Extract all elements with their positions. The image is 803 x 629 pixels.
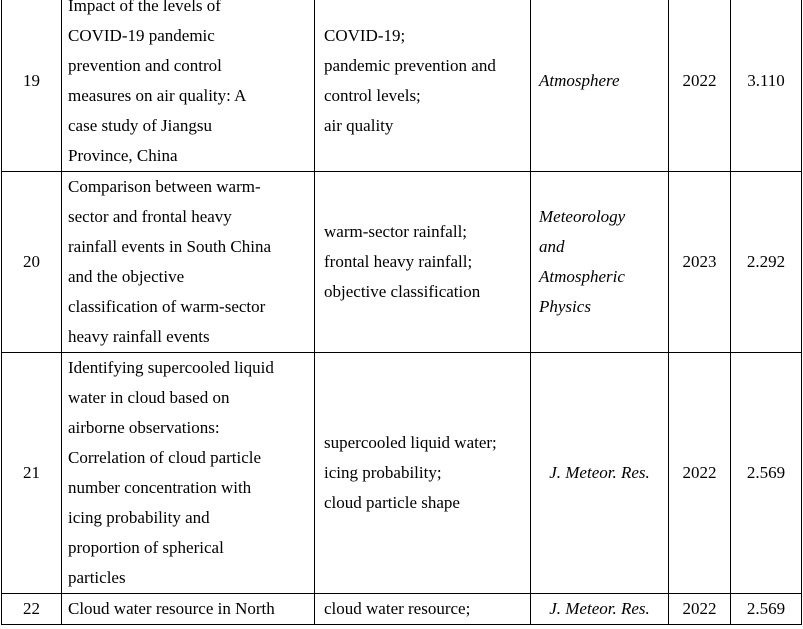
paper-keywords: supercooled liquid water; icing probability; cloud particle shape bbox=[315, 353, 531, 594]
paper-title: Comparison between warm- sector and frontal heavy rainfall events in South China and the objective classification of warm-sector heavy rainfall events bbox=[62, 172, 315, 353]
impact-factor: 3.110 bbox=[731, 0, 802, 172]
publication-year: 2022 bbox=[669, 353, 731, 594]
table-row bbox=[2, 0, 802, 172]
publication-year: 2022 bbox=[669, 594, 731, 625]
table-row bbox=[2, 172, 802, 353]
publication-year: 2022 bbox=[669, 0, 731, 172]
publication-table bbox=[1, 0, 802, 625]
impact-factor: 2.569 bbox=[731, 353, 802, 594]
paper-keywords: COVID-19; pandemic prevention and control levels; air quality bbox=[315, 0, 531, 172]
row-number: 21 bbox=[2, 353, 62, 594]
row-number: 20 bbox=[2, 172, 62, 353]
journal-name: J. Meteor. Res. bbox=[531, 353, 669, 594]
paper-keywords: cloud water resource; bbox=[315, 594, 531, 625]
impact-factor: 2.292 bbox=[731, 172, 802, 353]
table-row bbox=[2, 353, 802, 594]
paper-title: Cloud water resource in North bbox=[62, 594, 315, 625]
paper-title: Impact of the levels of COVID-19 pandemic prevention and control measures on air quality: A case study of Jiangsu Province, China bbox=[62, 0, 315, 172]
paper-keywords: warm-sector rainfall; frontal heavy rainfall; objective classification bbox=[315, 172, 531, 353]
table-row bbox=[2, 594, 802, 625]
impact-factor: 2.569 bbox=[731, 594, 802, 625]
publication-year: 2023 bbox=[669, 172, 731, 353]
journal-name: Meteorology and Atmospheric Physics bbox=[531, 172, 669, 353]
journal-name: J. Meteor. Res. bbox=[531, 594, 669, 625]
journal-name: Atmosphere bbox=[531, 0, 669, 172]
row-number: 22 bbox=[2, 594, 62, 625]
row-number: 19 bbox=[2, 0, 62, 172]
paper-title: Identifying supercooled liquid water in cloud based on airborne observations: Correlation of cloud particle number concentration with icing probability and proportion of spherical particles bbox=[62, 353, 315, 594]
